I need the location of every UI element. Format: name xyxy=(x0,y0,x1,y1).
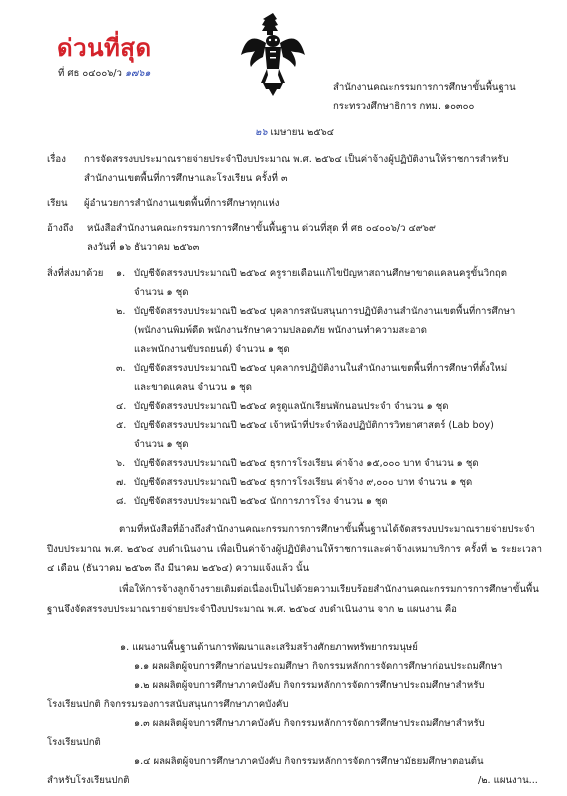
reference-label: อ้างถึง xyxy=(47,223,74,234)
enclosure-2-line-1: บัญชีจัดสรรงบประมาณปี ๒๕๖๔ บุคลากรสนับสนุนการปฏิบัติงานสำนักงานเขตพื้นที่การศึกษา xyxy=(134,306,516,317)
enclosure-8-line-1: บัญชีจัดสรรงบประมาณปี ๒๕๖๔ นักการภารโรง จำนวน ๑ ชุด xyxy=(134,496,388,507)
enclosure-2-line-3: และพนักงานขับรถยนต์) จำนวน ๑ ชุด xyxy=(134,344,290,355)
body-paragraph-2: เพื่อให้การจ้างลูกจ้างรายเดิมต่อเนื่องเป็นไปด้วยความเรียบร้อยสำนักงานคณะกรรมการการศึกษาขั้นพื้นฐานจึงจัดสรรงบประมาณรายจ่ายประจำปีงบประมาณ พ.ศ. ๒๕๖๔ งบดำเนินงาน จาก ๒ แผนงาน คือ xyxy=(47,584,539,615)
to-text: ผู้อำนวยการสำนักงานเขตพื้นที่การศึกษาทุกแห่ง xyxy=(84,198,280,209)
subject-line-2: สำนักงานเขตพื้นที่การศึกษาและโรงเรียน ครั้งที่ ๓ xyxy=(84,173,288,184)
plan-1: ๑. แผนงานพื้นฐานด้านการพัฒนาและเสริมสร้างศักยภาพทรัพยากรมนุษย์ xyxy=(120,642,418,653)
enclosure-7-line-1: บัญชีจัดสรรงบประมาณปี ๒๕๖๔ ธุรการโรงเรียน ค่าจ้าง ๙,๐๐๐ บาท จำนวน ๑ ชุด xyxy=(134,477,473,488)
enclosure-2-line-2: (พนักงานพิมพ์ดีด พนักงานรักษาความปลอดภัย พนักงานทำความสะอาด xyxy=(134,325,427,336)
enclosures-label: สิ่งที่ส่งมาด้วย xyxy=(47,268,104,279)
office-name: สำนักงานคณะกรรมการการศึกษาขั้นพื้นฐาน xyxy=(333,82,516,93)
document-date xyxy=(255,125,334,140)
enclosure-1-number: ๑. xyxy=(116,268,126,279)
enclosure-3-line-1: บัญชีจัดสรรงบประมาณปี ๒๕๖๔ บุคลากรปฏิบัติงานในสำนักงานเขตพื้นที่การศึกษาที่ตั้งใหม่ xyxy=(134,363,508,374)
garuda-emblem-icon xyxy=(239,11,307,97)
output-1-4-line-2: สำหรับโรงเรียนปกติ xyxy=(47,775,130,786)
output-1-3-line-1: ๑.๓ ผลผลิตผู้จบการศึกษาภาคบังคับ กิจกรรมหลักการจัดการศึกษาประถมศึกษาสำหรับ xyxy=(134,718,485,729)
reference-line-2: ลงวันที่ ๑๖ ธันวาคม ๒๕๖๓ xyxy=(87,242,200,253)
enclosure-7-number: ๗. xyxy=(116,477,127,488)
enclosure-1-line-1: บัญชีจัดสรรงบประมาณปี ๒๕๖๔ ครูรายเดือนแก้ไขปัญหาสถานศึกษาขาดแคลนครูขั้นวิกฤต xyxy=(134,268,507,279)
enclosure-4-line-1: บัญชีจัดสรรงบประมาณปี ๒๕๖๔ ครูดูแลนักเรียนพักนอนประจำ จำนวน ๑ ชุด xyxy=(134,401,449,412)
enclosure-2-number: ๒. xyxy=(116,306,126,317)
enclosure-8-number: ๘. xyxy=(116,496,127,507)
office-address: กระทรวงศึกษาธิการ กทม. ๑๐๓๐๐ xyxy=(333,101,475,112)
body-paragraph-1: ตามที่หนังสือที่อ้างถึงสำนักงานคณะกรรมการการศึกษาขั้นพื้นฐานได้จัดสรรงบประมาณรายจ่ายประจำปีงบประมาณ พ.ศ. ๒๕๖๔ งบดำเนินงาน เพื่อเป็นค่าจ้างผู้ปฏิบัติงานให้ราชการและค่าจ้างเหมาบริการ ครั้งที่ ๒ ระยะเวลา ๔ เดือน (ธันวาคม ๒๕๖๓ ถึง มีนาคม ๒๕๖๔) ความแจ้งแล้ว นั้น xyxy=(47,524,542,574)
enclosure-5-line-1: บัญชีจัดสรรงบประมาณปี ๒๕๖๔ เจ้าหน้าที่ประจำห้องปฏิบัติการวิทยาศาสตร์ (Lab boy) xyxy=(134,420,494,431)
enclosure-6-number: ๖. xyxy=(116,458,126,469)
enclosure-4-number: ๔. xyxy=(116,401,127,412)
enclosure-6-line-1: บัญชีจัดสรรงบประมาณปี ๒๕๖๔ ธุรการโรงเรียน ค่าจ้าง ๑๕,๐๐๐ บาท จำนวน ๑ ชุด xyxy=(134,458,479,469)
output-1-1: ๑.๑ ผลผลิตผู้จบการศึกษาก่อนประถมศึกษา กิจกรรมหลักการจัดการศึกษาก่อนประถมศึกษา xyxy=(134,661,503,672)
to-label: เรียน xyxy=(47,198,68,209)
date-month-year: เมษายน ๒๕๖๔ xyxy=(270,127,334,138)
enclosure-1-line-2: จำนวน ๑ ชุด xyxy=(134,287,189,298)
urgency-stamp: ด่วนที่สุด xyxy=(57,34,152,62)
reference-line-1: หนังสือสำนักงานคณะกรรมการการศึกษาขั้นพื้นฐาน ด่วนที่สุด ที่ ศธ ๐๔๐๐๖/ว ๔๙๖๙ xyxy=(87,223,436,234)
subject-label: เรื่อง xyxy=(47,154,66,165)
output-1-4-line-1: ๑.๔ ผลผลิตผู้จบการศึกษาภาคบังคับ กิจกรรมหลักการจัดการศึกษามัธยมศึกษาตอนต้น xyxy=(134,756,484,767)
document-number-handwritten: ๑๗๖๑ xyxy=(124,68,151,79)
enclosure-3-line-2: และขาดแคลน จำนวน ๑ ชุด xyxy=(134,382,252,393)
date-day-handwritten: ๒๖ xyxy=(255,127,268,138)
enclosure-5-line-2: จำนวน ๑ ชุด xyxy=(134,439,189,450)
enclosure-5-number: ๕. xyxy=(116,420,127,431)
enclosure-3-number: ๓. xyxy=(116,363,126,374)
document-number-prefix: ที่ ศธ ๐๔๐๐๖/ว xyxy=(58,68,122,79)
document-number xyxy=(58,66,150,81)
output-1-3-line-2: โรงเรียนปกติ xyxy=(47,737,101,748)
subject-line-1: การจัดสรรงบประมาณรายจ่ายประจำปีงบประมาณ พ.ศ. ๒๕๖๔ เป็นค่าจ้างผู้ปฏิบัติงานให้ราชการสำหรับ xyxy=(84,154,509,165)
output-1-2-line-2: โรงเรียนปกติ กิจกรรมรองการสนับสนุนการศึกษาภาคบังคับ xyxy=(47,699,289,710)
output-1-2-line-1: ๑.๒ ผลผลิตผู้จบการศึกษาภาคบังคับ กิจกรรมหลักการจัดการศึกษาประถมศึกษาสำหรับ xyxy=(134,680,485,691)
continued-marker: /๒. แผนงาน... xyxy=(478,775,538,786)
